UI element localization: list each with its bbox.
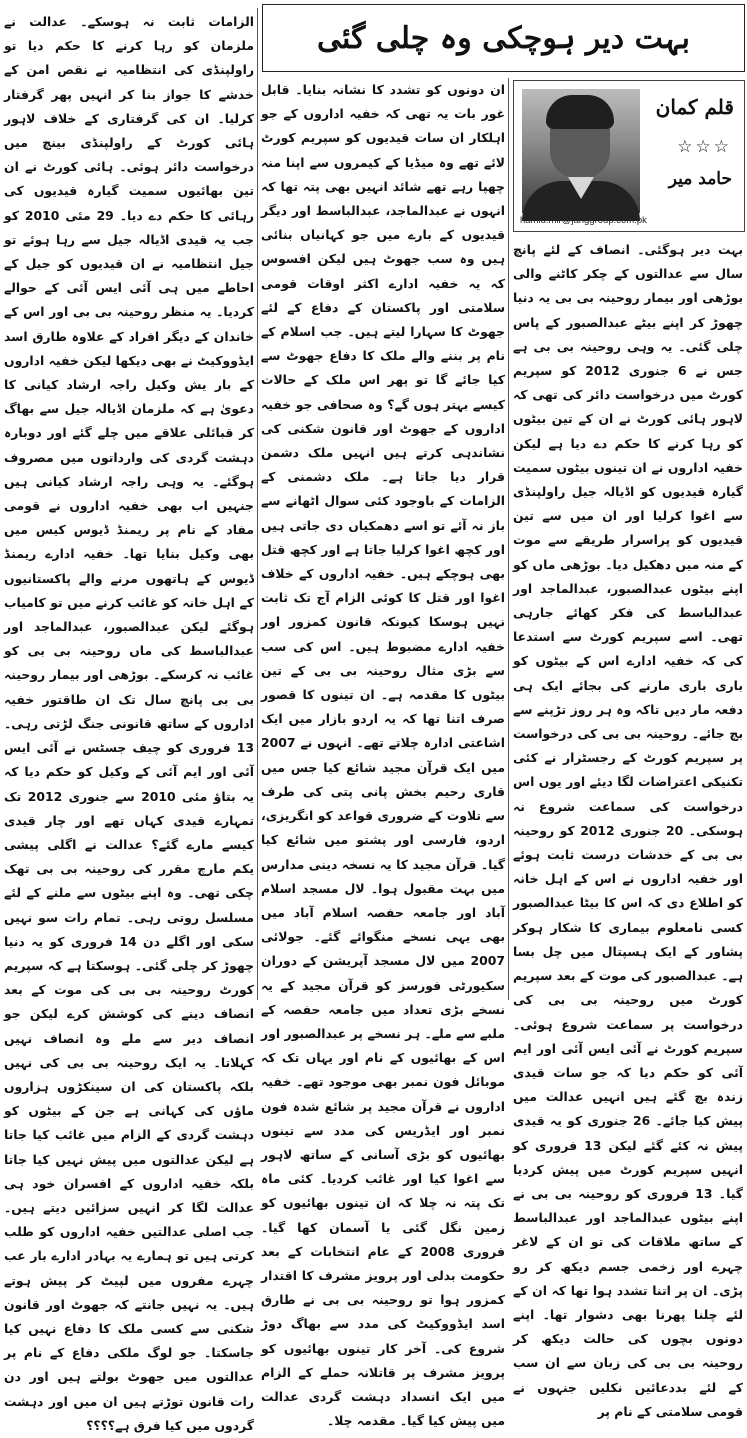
article-column-left [4, 10, 254, 1433]
byline-box [513, 80, 745, 232]
article-text-middle: ان دونوں کو تشدد کا نشانہ بنایا۔ قابل غور بات یہ تھی کہ خفیہ اداروں کے جو اہلکار ان سات قیدیوں کو سپریم کورٹ لائے تھے وہ میڈیا کے کیمروں سے اپنا منہ چھپا رہے تھے شائد انہیں بھی پتہ تھا کہ انہوں نے عبدالماجد، عبدالباسط اور دیگر قیدیوں کے بارے میں جو کہانیاں بنائی ہیں وہ سب جھوٹ ہیں لیکن افسوس کہ یہ خفیہ ادارے اکثر اوقات قومی سلامتی اور پاکستان کے دفاع کے لئے جھوٹ کا سہارا لیتے ہیں۔ جب اسلام کے نام پر بننے والے ملک کا دفاع جھوٹ سے کیا جائے گا تو پھر اس ملک کے حالات کیسے بہتر ہوں گے؟ وہ صحافی جو خفیہ اداروں کے جھوٹ اور قانون شکنی کی نشاندہی کرتے ہیں انہیں ملک دشمن قرار دیا جاتا ہے۔ ملک دشمنی کے الزامات کے باوجود کئی سوال اٹھانے سے باز نہ آئے تو اسے دھمکیاں دی جاتی ہیں اور کچھ اغوا کرلیا جاتا ہے اور کچھ قتل بھی ہوچکے ہیں۔ خفیہ اداروں کے خلاف اغوا اور قتل کا کوئی الزام آج تک ثابت نہیں ہوسکا کیونکہ قانون کمزور اور خفیہ ادارے مضبوط ہیں۔ اس کی سب سے بڑی مثال روحینہ بی بی کے تین بیٹوں کا مقدمہ ہے۔ ان تینوں کا قصور صرف اتنا تھا کہ یہ اردو بازار میں ایک اشاعتی ادارہ چلاتے تھے۔ انہوں نے 2007 میں ایک قرآن مجید شائع کیا جس میں قاری رحیم بخش پانی پتی کی طرف سے تلاوت کے ضروری قواعد کو انگریزی، اردو، فارسی اور پشتو میں شائع کیا گیا۔ قرآن مجید کا یہ نسخہ دینی مدارس میں بہت مقبول ہوا۔ لال مسجد اسلام آباد اور جامعہ حفصہ اسلام آباد میں بھی یہی نسخے منگوائے گئے۔ جولائی 2007 میں لال مسجد آپریشن کے دوران سکیورٹی فورسز کو قرآن مجید کے یہ نسخے بڑی تعداد میں جامعہ حفصہ کے ملبے سے ملے۔ ہر نسخے پر عبدالصبور اور اس کے بھائیوں کے نام اور یہاں تک کہ موبائل فون نمبر بھی موجود تھے۔ خفیہ اداروں نے قرآن مجید پر شائع شدہ فون نمبر اور ایڈریس کی مدد سے تینوں بھائیوں کو بڑی آسانی کے ساتھ لاہور سے اغوا کیا اور غائب کردیا۔ کئی ماہ تک پتہ نہ چلا کہ ان تینوں بھائیوں کو زمین نگل گئی یا آسمان کھا گیا۔ فروری 2008 کے عام انتخابات کے بعد حکومت بدلی اور پرویز مشرف کا اقتدار کمزور ہوا تو روحینہ بی بی نے طارق اسد ایڈووکیٹ کی مدد سے بھاگ دوڑ شروع کی۔ آخر کار تینوں بھائیوں کو پرویز مشرف پر قاتلانہ حملے کے الزام میں ایک انسداد دہشت گردی عدالت میں پیش کیا گیا۔ مقدمہ چلا۔ [261, 82, 505, 1429]
author-email: hamid.mir@janggroup.com.pk [520, 215, 647, 226]
rating-stars-icon: ☆☆☆ [677, 137, 732, 157]
article-text-left: الزامات ثابت نہ ہوسکے۔ عدالت نے ملزمان کو رہا کرنے کا حکم دیا تو راولپنڈی کی انتظامیہ نے نقص امن کے خدشے کا جواز بنا کر انہیں پھر گرفتار کرلیا۔ ان کی گرفتاری کے خلاف لاہور ہائی کورٹ کے راولپنڈی بینچ میں درخواست دائر ہوئی۔ ہائی کورٹ نے ان تین بھائیوں سمیت گیارہ قیدیوں کی رہائی کا حکم دے دیا۔ 29 مئی 2010 کو جب یہ قیدی اڈیالہ جیل سے رہا ہوئے تو جیل انتظامیہ نے ان قیدیوں کو جیل کے احاطے میں ہی آئی ایس آئی کے حوالے کردیا۔ یہ منظر روحینہ بی بی اور اس کے خاندان کے دیگر افراد کے علاوہ طارق اسد ایڈووکیٹ نے بھی دیکھا لیکن خفیہ اداروں کے بار یش وکیل راجہ ارشاد کیانی کا دعویٰ ہے کہ ملزمان اڈیالہ جیل سے بھاگ کر قبائلی علاقے میں چلے گئے اور دوبارہ دہشت گردی کی وارداتوں میں مصروف ہوگئے۔ یہ وہی راجہ ارشاد کیانی ہیں جنہیں اب بھی خفیہ اداروں نے قومی مفاد کے نام پر ریمنڈ ڈیوس کیس میں بھی وکیل بنایا تھا۔ خفیہ ادارے ریمنڈ ڈیوس کے ہاتھوں مرنے والے پاکستانیوں کے اہل خانہ کو غائب کرنے میں تو کامیاب ہوگئے لیکن عبدالصبور، عبدالماجد اور عبدالباسط کی ماں روحینہ بی بی کو غائب نہ کرسکے۔ بوڑھی اور بیمار روحینہ بی بی پانچ سال تک ان طاقتور خفیہ اداروں کے ساتھ قانونی جنگ لڑتی رہی۔ 13 فروری کو چیف جسٹس نے آئی ایس آئی اور ایم آئی کے وکیل کو حکم دیا کہ یہ بتاؤ مئی 2010 سے جنوری 2012 تک تمہارے قیدی کہاں تھے اور چار قیدی کیسے مارے گئے؟ عدالت نے اگلی پیشی یکم مارچ مقرر کی روحینہ بی بی تھک چکی تھی۔ وہ اپنے بیٹوں سے ملنے کے لئے مسلسل روتی رہی۔ تمام رات سو نہیں سکی اور اگلے دن 14 فروری کو یہ دنیا چھوڑ کر چلی گئی۔ ہوسکتا ہے کہ سپریم کورٹ روحینہ بی بی کی موت کے بعد انصاف دینے کی کوشش کرے لیکن جو انصاف دیر سے ملے وہ انصاف نہیں کہلاتا۔ یہ ایک روحینہ بی بی کی نہیں بلکہ پاکستان کی ان سینکڑوں ہزاروں ماؤں کی کہانی ہے جن کے بیٹوں کو دہشت گردی کے الزام میں غائب کیا جاتا ہے لیکن عدالتوں میں پیش نہیں کیا جاتا بلکہ خفیہ اداروں کے افسران خود ہی عدالت لگا کر انہیں سزائیں دیتے ہیں۔ جب اصلی عدالتیں خفیہ اداروں کو طلب کرتی ہیں تو ہمارے یہ بہادر ادارے بار عب چہرے مفروں میں لپیٹ کر پیش ہوتے ہیں۔ یہ نہیں جانتے کہ جھوٹ اور قانون شکنی سے کسی ملک کا دفاع نہیں کیا جاسکتا۔ جو لوگ ملکی دفاع کے نام پر عدالتوں میں جھوٹ بولتے ہیں اور دن رات قانون توڑتے ہیں ان میں اور دہشت گردوں میں کیا فرق ہے؟؟؟؟ [4, 14, 254, 1433]
author-photo-hair [546, 95, 614, 129]
column-divider-right [508, 78, 509, 1000]
column-divider-left [257, 8, 258, 1000]
article-column-right [513, 238, 743, 1419]
article-text-right: بہت دیر ہوگئی۔ انصاف کے لئے پانچ سال سے عدالتوں کے چکر کاٹنے والی بوڑھی اور بیمار روحینہ بی بی یہ دنیا چھوڑ کر اپنے بیٹے عبدالصبور کے پاس چلی گئی۔ یہ وہی روحینہ بی بی ہے جس نے 6 جنوری 2012 کو سپریم کورٹ میں درخواست دائر کی تھی کہ لاہور ہائی کورٹ نے ان کے تین بیٹوں کو رہا کرنے کا حکم دے دیا ہے لیکن خفیہ اداروں نے ان تینوں بیٹوں سمیت گیارہ قیدیوں کو اڈیالہ جیل راولپنڈی سے اغوا کرلیا اور ان میں سے تین قیدیوں کو پراسرار طریقے سے موت کے منہ میں دھکیل دیا۔ بوڑھی ماں کو اپنے بیٹوں عبدالصبور، عبدالماجد اور عبدالباسط کی فکر کھائے جارہی تھی۔ اسے سپریم کورٹ سے استدعا کی کہ خفیہ ادارے اس کے بیٹوں کو باری باری مارنے کی بجائے ایک ہی دفعہ مار دیں تاکہ وہ ہر روز تڑپنے سے بچ جائے۔ روحینہ بی بی کی درخواست پر سپریم کورٹ کے رجسٹرار نے کئی تکنیکی اعتراضات لگا دیئے اور یوں اس درخواست کی سماعت شروع نہ ہوسکی۔ 20 جنوری 2012 کو روحینہ بی بی کے خدشات درست ثابت ہوئے اور خفیہ اداروں نے اس کے اہل خانہ کو اطلاع دی کہ اس کا بیٹا عبدالصبور کسی نامعلوم بیماری کا شکار ہوکر پشاور کے ایک ہسپتال میں چل بسا ہے۔ عبدالصبور کی موت کے بعد سپریم کورٹ میں روحینہ بی بی کی درخواست پر سماعت شروع ہوئی۔ سپریم کورٹ نے آئی ایس آئی اور ایم آئی کو حکم دیا کہ جو سات قیدی زندہ بچ گئے ہیں انہیں عدالت میں پیش کیا جائے۔ 26 جنوری کو یہ قیدی پیش نہ کئے گئے لیکن 13 فروری کو انہیں سپریم کورٹ میں پیش کردیا گیا۔ 13 فروری کو روحینہ بی بی نے اپنے بیٹوں عبدالماجد اور عبدالباسط کے ساتھ ملاقات کی تو ان کے لاغر چہرے اور زخمی جسم دیکھ کر رو پڑی۔ ان پر اتنا تشدد ہوا تھا کہ ان کے لئے چلنا پھرنا بھی دشوار تھا۔ اپنے دونوں بچوں کی حالت دیکھ کر روحینہ بی بی کی زبان سے ان سب کے لئے بددعائیں نکلیں جنہوں نے قومی سلامتی کے نام پر [513, 242, 743, 1419]
article-column-middle [261, 78, 505, 1429]
headline-box [262, 4, 745, 72]
headline: بہت دیر ہوچکی وہ چلی گئی [317, 20, 690, 56]
author-photo [522, 89, 640, 213]
author-name: حامد میر [668, 169, 732, 189]
column-name: قلم کمان [655, 95, 734, 119]
